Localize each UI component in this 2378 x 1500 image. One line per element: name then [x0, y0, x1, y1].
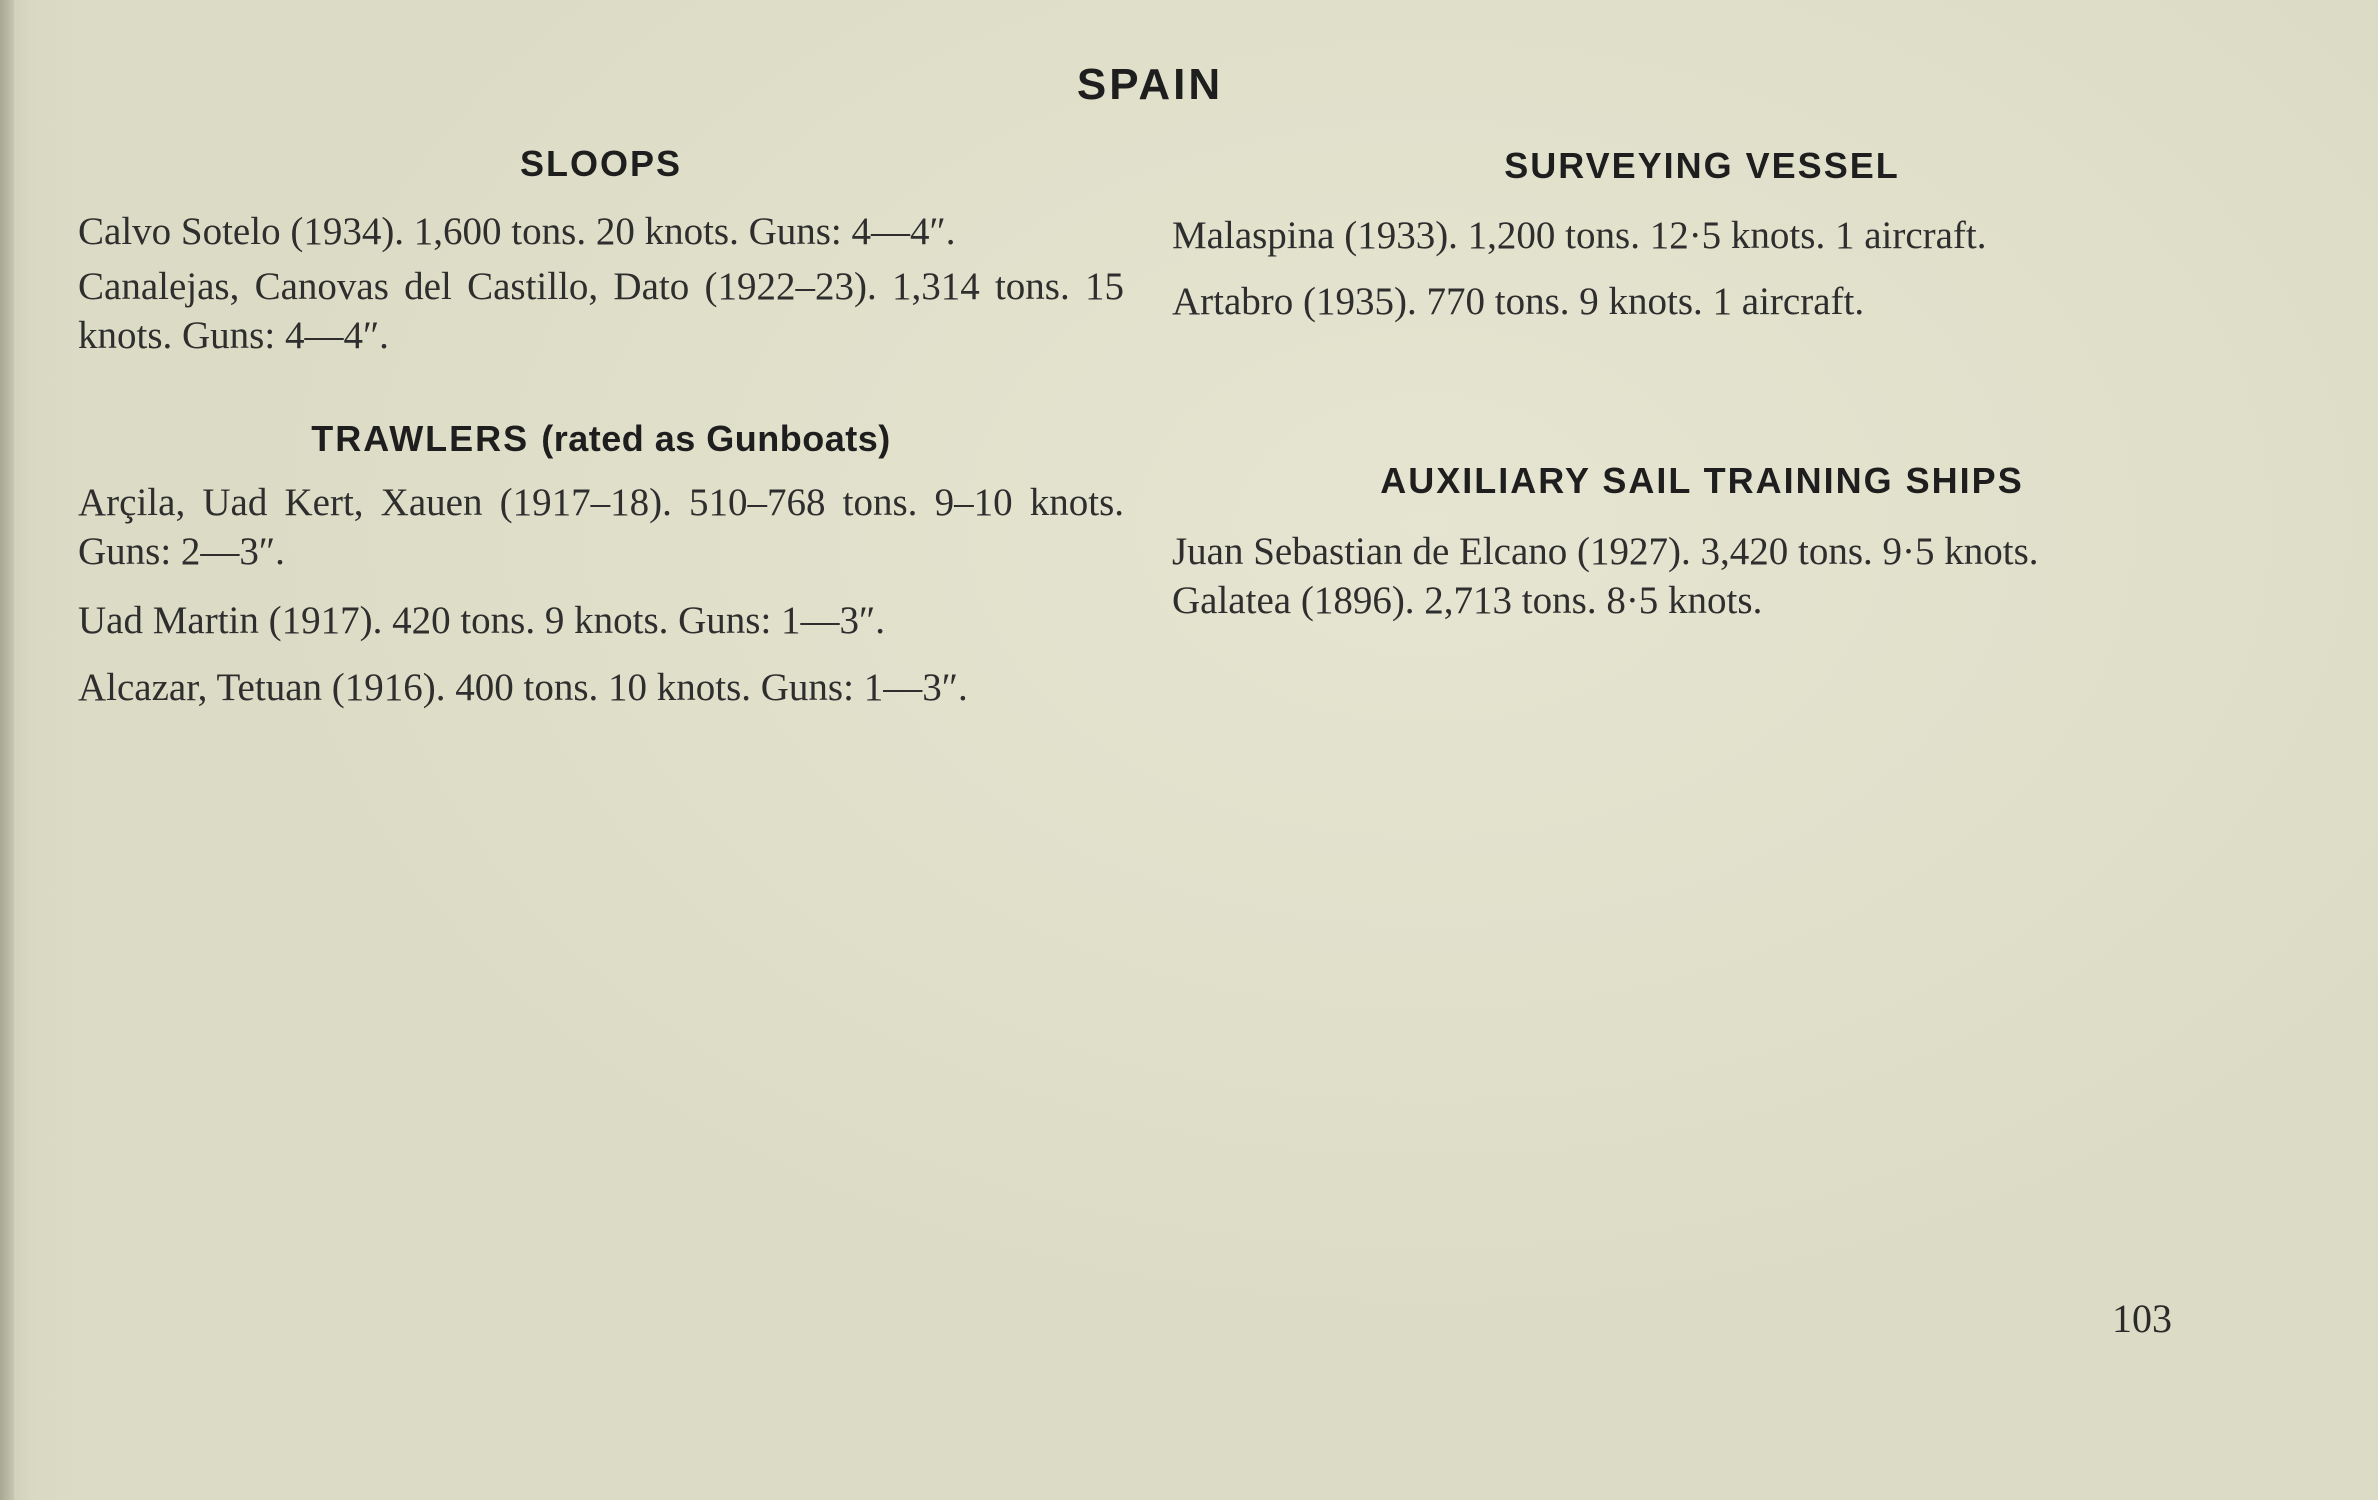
entry-juan-sebastian-de-elcano: Juan Sebastian de Elcano (1927). 3,420 tons. 9·5 knots. [1172, 530, 2039, 573]
page-title: SPAIN [1076, 60, 1224, 109]
entry-uad-martin: Uad Martin (1917). 420 tons. 9 knots. Guns: 1—3″. [78, 599, 886, 642]
page-number: 103 [2112, 1296, 2172, 1341]
entry-arcila: Arçila, Uad Kert, Xauen (1917–18). 510–768 tons. 9–10 knots. Guns: 2—3″. [78, 481, 1124, 573]
entry-artabro: Artabro (1935). 770 tons. 9 knots. 1 aircraft. [1172, 280, 1865, 323]
entry-canalejas: Canalejas, Canovas del Castillo, Dato (1922–23). 1,314 tons. 15 knots. Guns: 4—4″. [78, 265, 1124, 357]
section-heading-trawlers [78, 418, 1124, 460]
trawlers-heading-subtitle: (rated as Gunboats) [541, 418, 891, 459]
section-heading-surveying: SURVEYING VESSEL [1504, 145, 1900, 186]
entry-galatea: Galatea (1896). 2,713 tons. 8·5 knots. [1172, 579, 1763, 622]
trawlers-heading-label: TRAWLERS [311, 418, 530, 459]
book-spine-shadow [0, 0, 14, 1500]
entry-calvo-sotelo: Calvo Sotelo (1934). 1,600 tons. 20 knots. Guns: 4—4″. [78, 210, 956, 253]
entry-alcazar: Alcazar, Tetuan (1916). 400 tons. 10 knots. Guns: 1—3″. [78, 666, 968, 709]
section-heading-sloops: SLOOPS [519, 143, 683, 184]
entry-malaspina: Malaspina (1933). 1,200 tons. 12·5 knots. 1 aircraft. [1172, 214, 1987, 257]
section-heading-training-ships: AUXILIARY SAIL TRAINING SHIPS [1380, 460, 2024, 501]
